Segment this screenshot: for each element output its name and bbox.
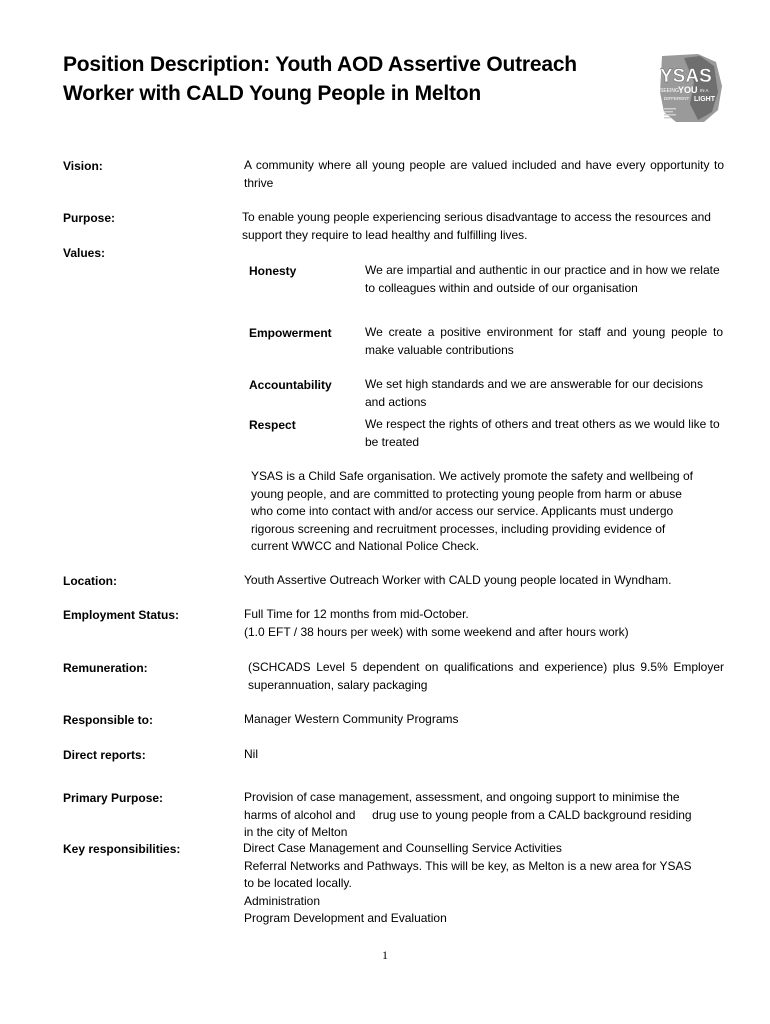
svg-text:LIGHT: LIGHT [694, 96, 715, 103]
key-responsibility-item: to be located locally. [244, 876, 352, 890]
primary-purpose-text [244, 789, 724, 842]
child-safe-line: current WWCC and National Police Check. [251, 539, 480, 553]
key-responsibilities-list [243, 840, 723, 928]
employment-status-label: Employment Status: [63, 608, 180, 622]
value-name-empowerment: Empowerment [249, 326, 332, 340]
location-label: Location: [63, 574, 117, 588]
svg-text:DIFFERENT: DIFFERENT [664, 96, 690, 101]
employment-line: Full Time for 12 months from mid-October. [244, 607, 469, 621]
key-responsibility-item: Referral Networks and Pathways. This will be key, as Melton is a new area for YSAS [244, 858, 692, 873]
key-responsibilities-label: Key responsibilities: [63, 842, 181, 856]
value-desc-respect: We respect the rights of others and treat others as we would like to be treated [365, 417, 720, 449]
child-safe-line: YSAS is a Child Safe organisation. We actively promote the safety and wellbeing of [251, 469, 694, 483]
key-responsibility-item: Administration [244, 893, 321, 908]
ysas-logo [654, 52, 724, 124]
direct-reports-text: Nil [244, 747, 258, 761]
document-title: Position Description: Youth AOD Assertive Outreach Worker with CALD Young People in Melton [63, 53, 577, 105]
value-name-honesty: Honesty [249, 264, 297, 278]
primary-purpose-label: Primary Purpose: [63, 791, 164, 805]
location-text: Youth Assertive Outreach Worker with CALD young people located in Wyndham. [244, 573, 672, 587]
svg-text:IN A: IN A [700, 88, 709, 93]
employment-status-text [244, 606, 724, 641]
vision-text: A community where all young people are valued included and have every opportunity to thrive [244, 158, 724, 190]
values-label: Values: [63, 246, 106, 260]
svg-text:SEEING: SEEING [660, 88, 679, 94]
child-safe-line: rigorous screening and recruitment processes, including providing evidence of [251, 521, 666, 536]
vision-label: Vision: [63, 159, 103, 173]
employment-line: (1.0 EFT / 38 hours per week) with some weekend and after hours work) [244, 624, 629, 639]
value-name-respect: Respect [249, 418, 296, 432]
remuneration-label: Remuneration: [63, 661, 148, 675]
responsible-to-text: Manager Western Community Programs [244, 712, 459, 726]
child-safe-line: young people, and are committed to protecting young people from harm or abuse [251, 486, 682, 501]
primary-purpose-line: harms of alcohol and drug use to young people from a CALD background residing [244, 807, 692, 822]
svg-text:YOU: YOU [678, 85, 698, 95]
key-responsibility-item: Direct Case Management and Counselling Service Activities [243, 841, 562, 855]
key-responsibility-item: Program Development and Evaluation [244, 911, 447, 925]
svg-text:YSAS: YSAS [660, 66, 712, 87]
child-safe-statement [251, 468, 721, 556]
primary-purpose-line: in the city of Melton [244, 825, 348, 839]
page-number: 1 [382, 948, 388, 962]
remuneration-text: (SCHCADS Level 5 dependent on qualifications and experience) plus 9.5% Employer superannuation, salary packaging [248, 660, 724, 692]
value-name-accountability: Accountability [249, 378, 332, 392]
purpose-text: To enable young people experiencing serious disadvantage to access the resources and support they require to lead healthy and fulfilling lives. [242, 210, 711, 242]
direct-reports-label: Direct reports: [63, 748, 146, 762]
value-desc-empowerment: We create a positive environment for staff and young people to make valuable contributions [365, 325, 723, 357]
value-desc-accountability: We set high standards and we are answerable for our decisions and actions [365, 377, 703, 409]
responsible-to-label: Responsible to: [63, 713, 154, 727]
primary-purpose-line: Provision of case management, assessment, and ongoing support to minimise the [244, 790, 680, 804]
purpose-label: Purpose: [63, 211, 116, 225]
child-safe-line: who come into contact with and/or access our service. Applicants must undergo [251, 504, 674, 518]
value-desc-honesty: We are impartial and authentic in our practice and in how we relate to colleagues within and outside of our organisation [365, 263, 720, 295]
